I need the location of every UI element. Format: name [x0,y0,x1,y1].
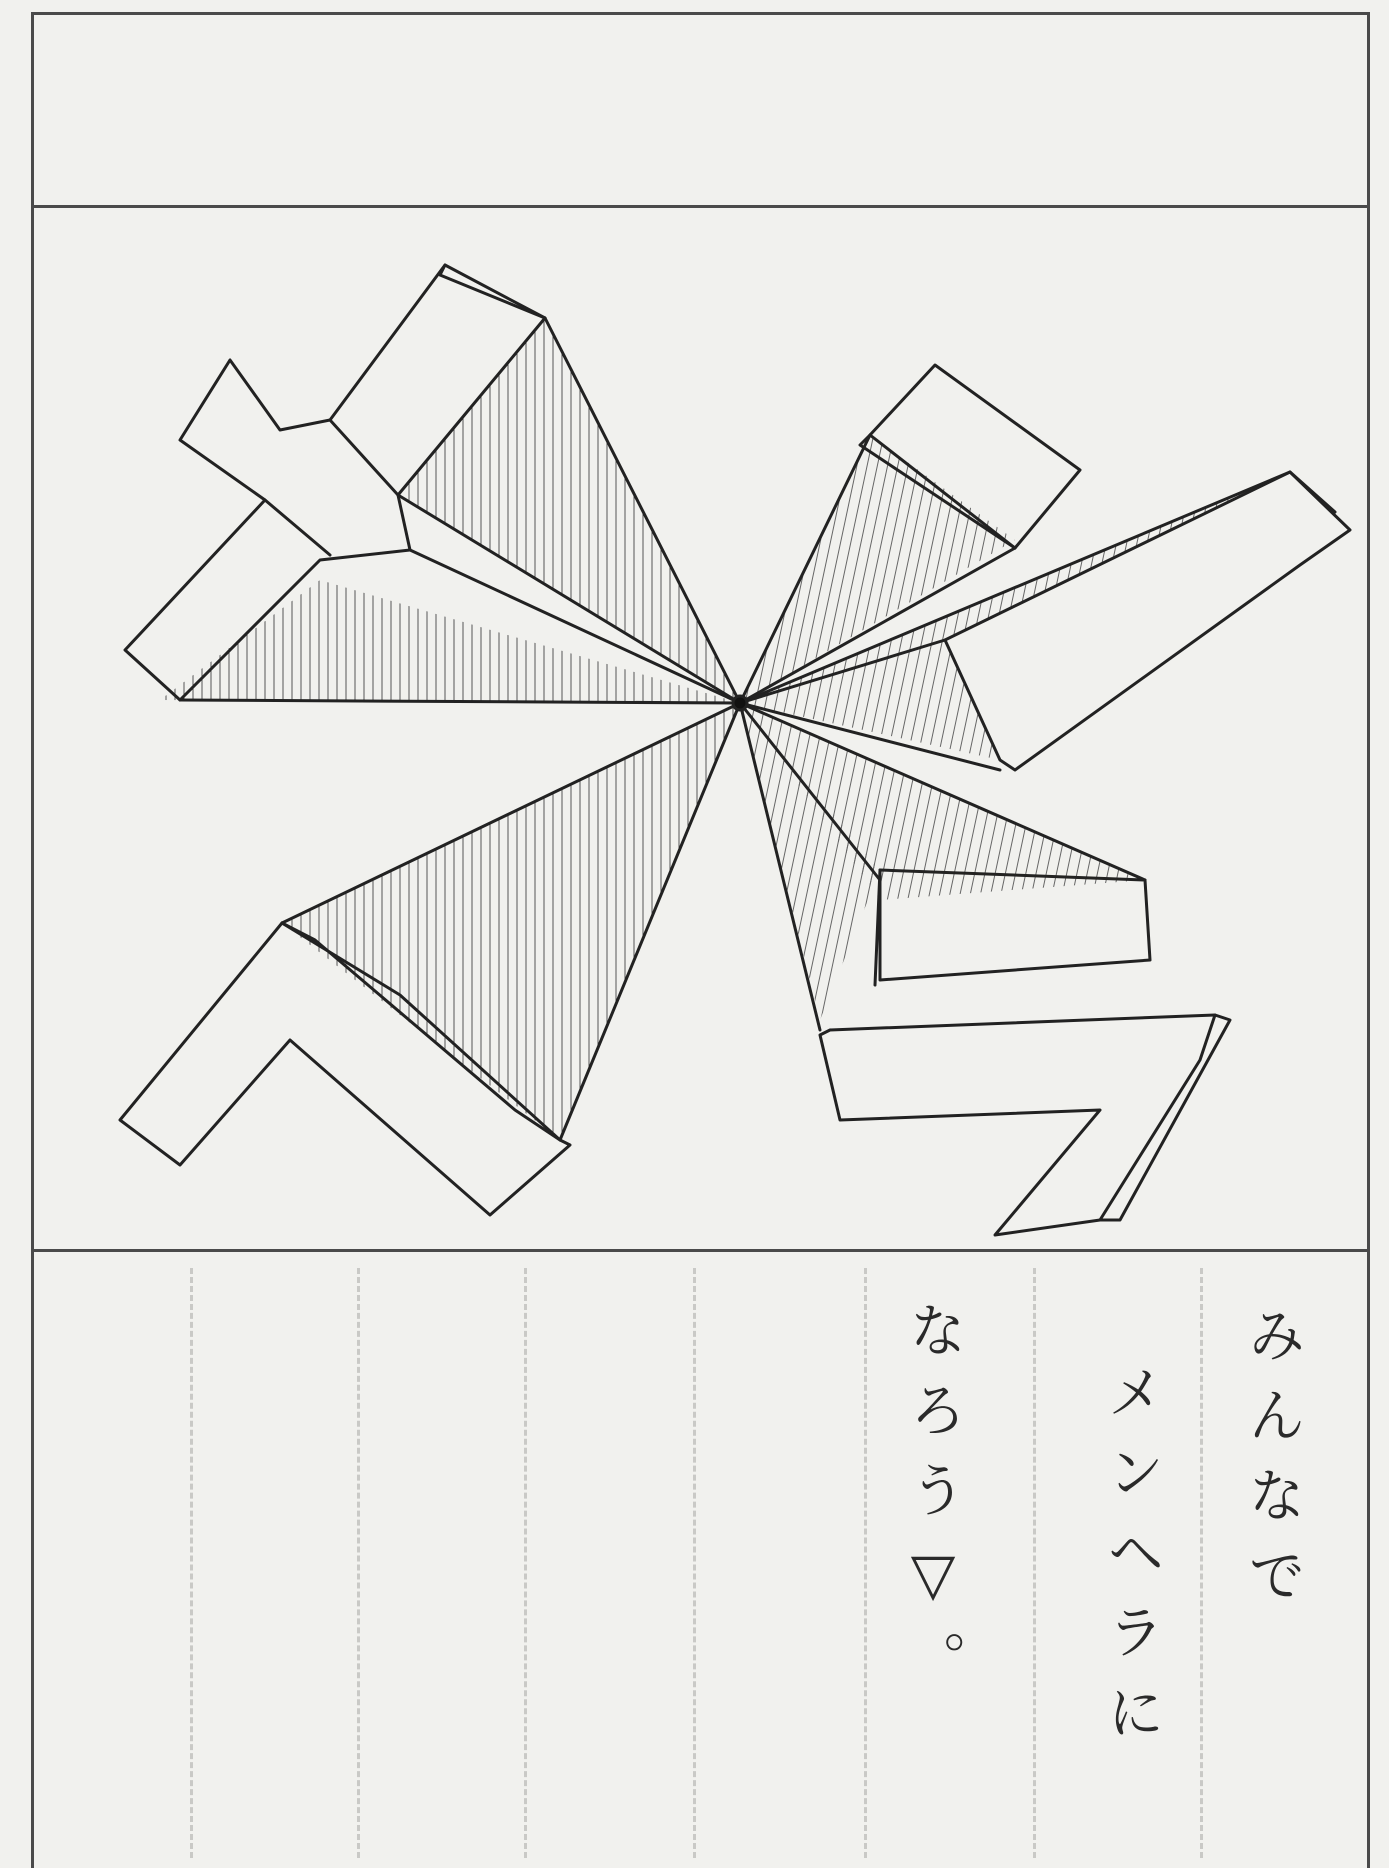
stepped-block [820,870,1230,1235]
ray-wedge [160,318,1290,1140]
caption-line-1: みんなで [1238,1305,1306,1625]
ray-lines [180,318,1290,1140]
burst-center [733,696,747,710]
arrow-block [945,472,1350,770]
caption-line-2: メンヘラに [1097,1362,1165,1762]
caption-line-3: なろう▽。 [899,1300,967,1710]
